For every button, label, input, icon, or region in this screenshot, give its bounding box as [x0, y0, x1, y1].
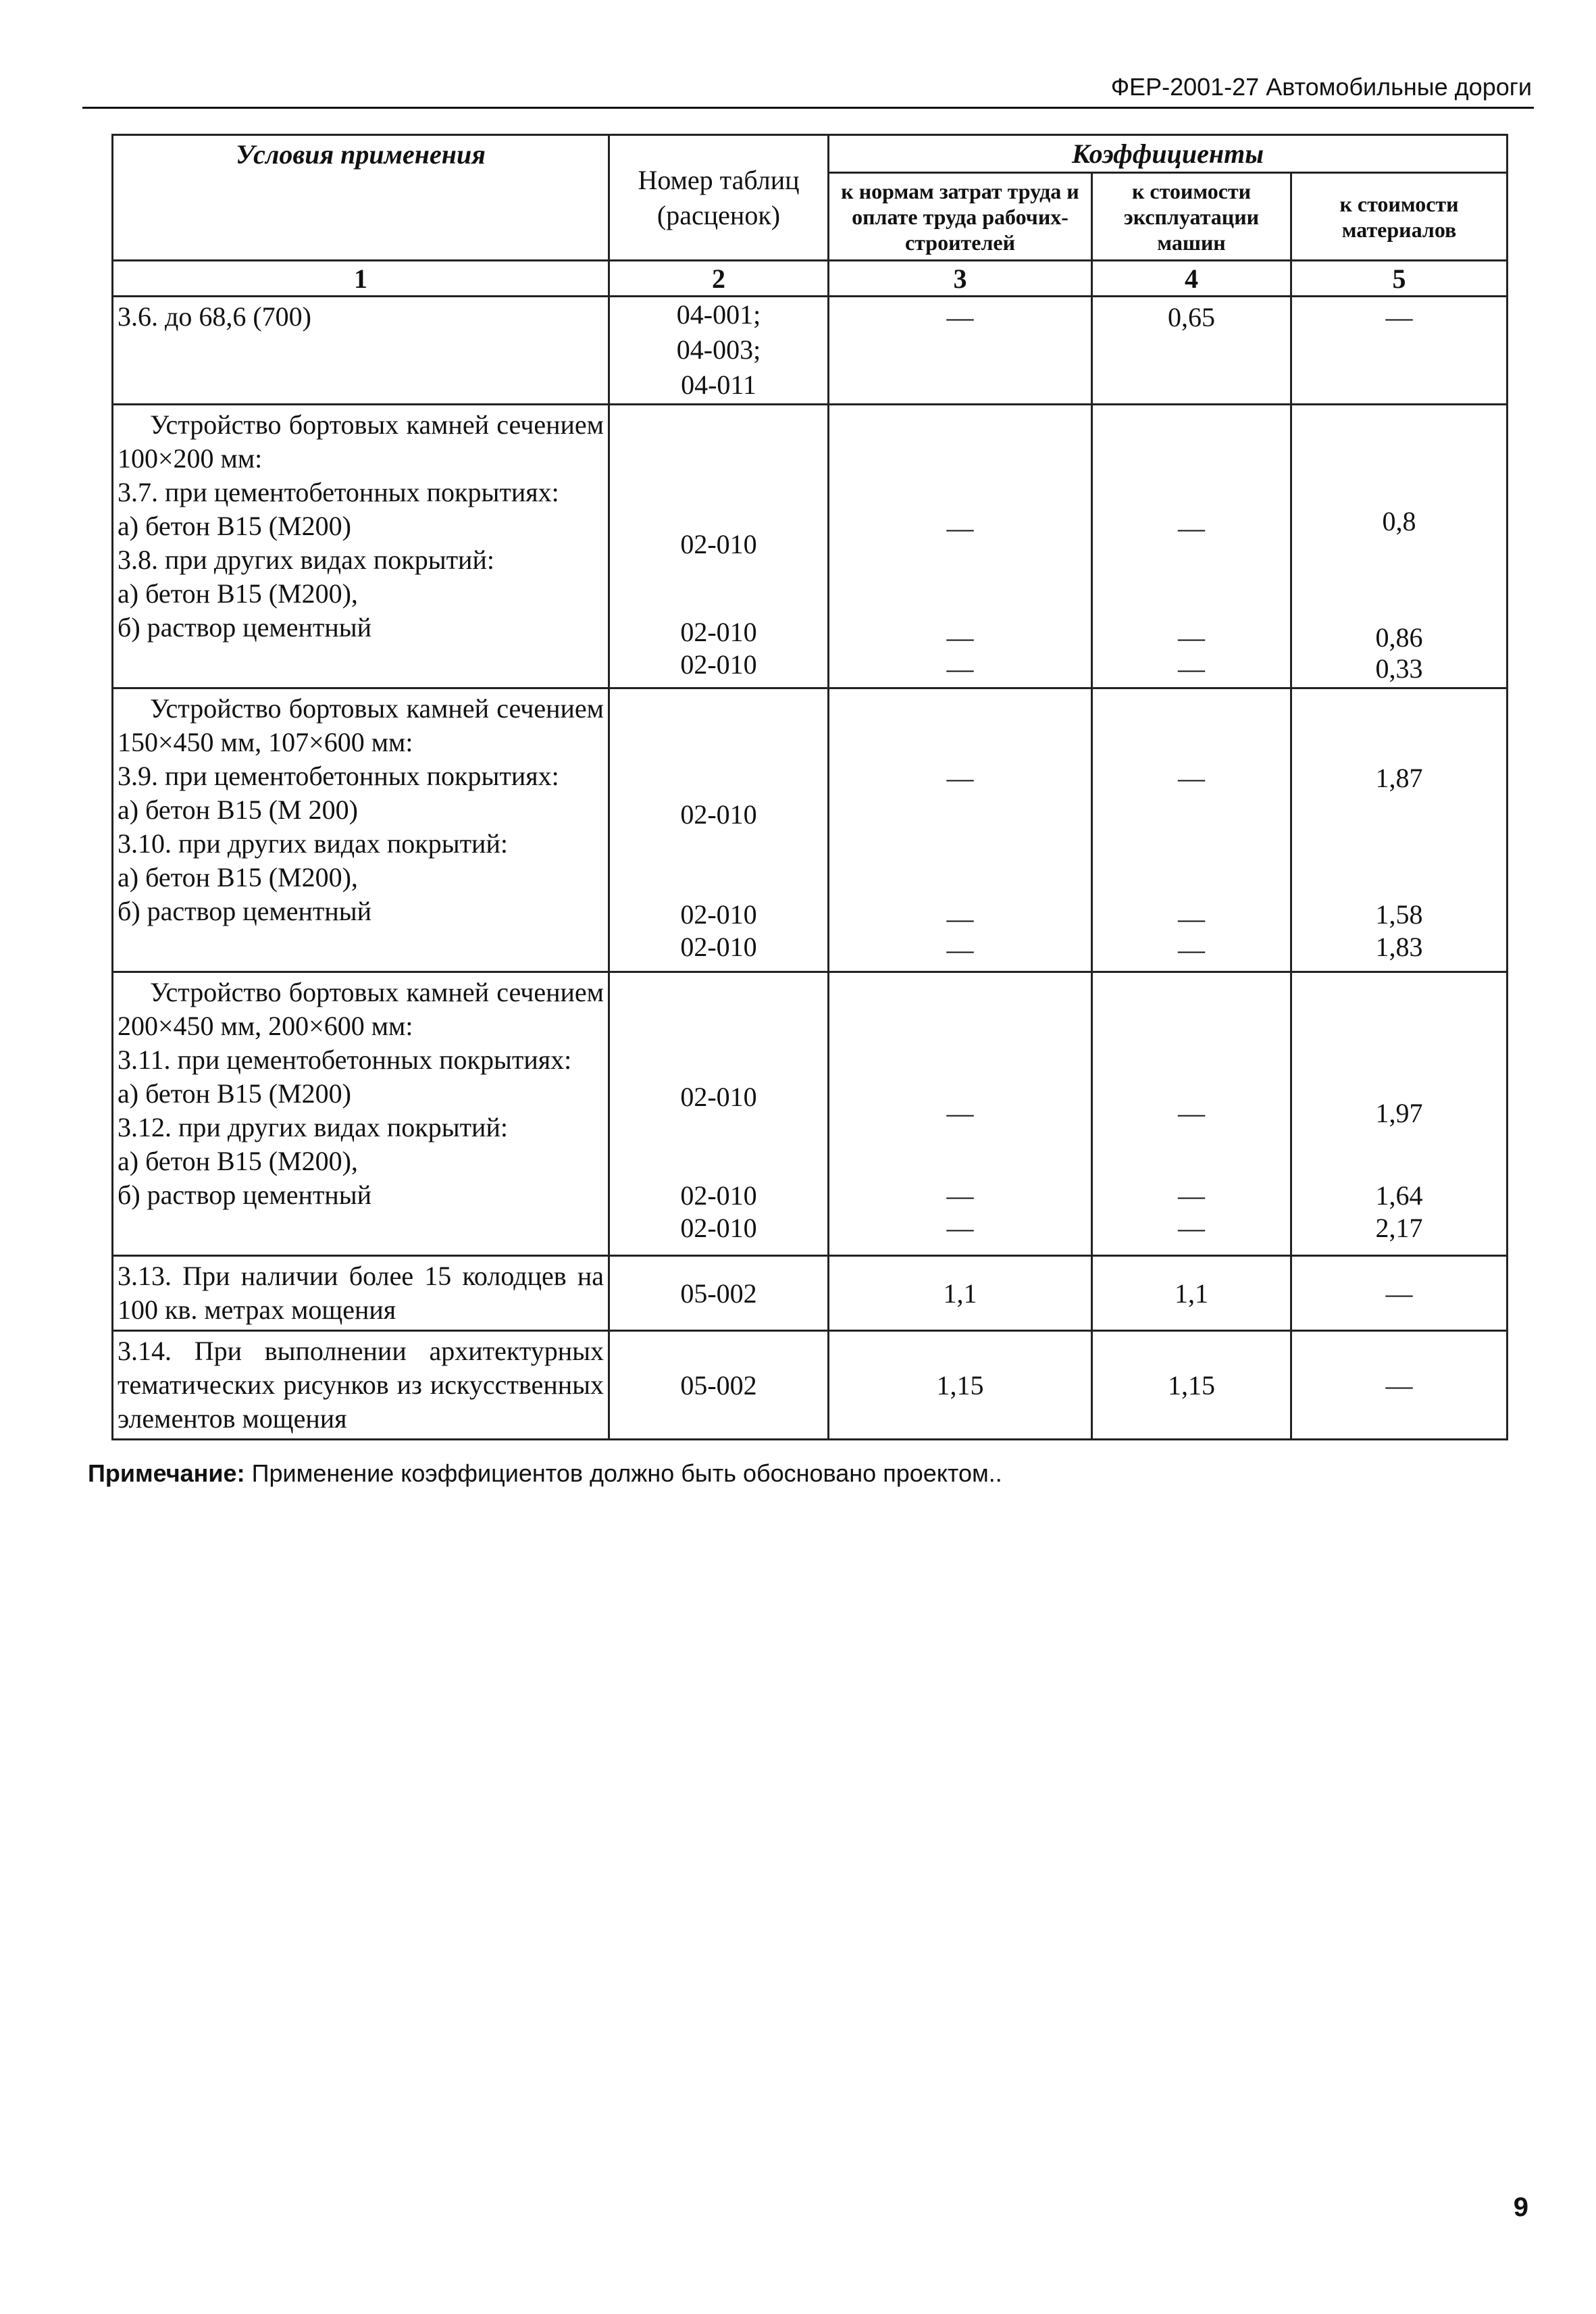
- condition-line: а) бетон B15 (М 200): [118, 795, 358, 825]
- header-coefficients: Коэффициенты: [829, 135, 1508, 173]
- materials-value: 1,87: [1375, 763, 1423, 793]
- materials-value: 2,17: [1375, 1213, 1423, 1243]
- labor-value: —: [946, 653, 974, 684]
- table-number: 02-010: [680, 932, 757, 962]
- machines-value: —: [1178, 1180, 1205, 1211]
- materials-cell: —: [1291, 1256, 1508, 1331]
- header-rule: [82, 107, 1534, 109]
- condition-line: б) раствор цементный: [118, 1180, 372, 1210]
- table-number: 04-011: [681, 370, 756, 400]
- materials-cell: [1291, 688, 1508, 972]
- materials-value: 0,8: [1382, 506, 1416, 536]
- machines-value: —: [1178, 513, 1205, 543]
- machines-cell: [1092, 405, 1291, 688]
- header-table-number: Номер таблиц (расценок): [609, 135, 829, 261]
- condition-line: 3.9. при цементобетонных покрытиях:: [118, 761, 559, 791]
- materials-cell: —: [1291, 297, 1508, 405]
- condition-line: 3.10. при других видах покрытий:: [118, 828, 508, 859]
- materials-cell: [1291, 972, 1508, 1256]
- coefficients-table: [111, 134, 1508, 1440]
- condition-line: б) раствор цементный: [118, 896, 372, 926]
- condition-cell: [113, 972, 609, 1256]
- column-number: 5: [1291, 261, 1508, 297]
- labor-value: —: [946, 763, 974, 793]
- table-number: 02-010: [680, 1213, 757, 1243]
- table-number: 02-010: [680, 1082, 757, 1112]
- condition-line: а) бетон B15 (М200),: [118, 578, 358, 609]
- labor-value: —: [946, 513, 974, 543]
- condition-line: 3.8. при других видах покрытий:: [118, 545, 494, 575]
- footnote-label: Примечание:: [88, 1459, 245, 1487]
- materials-cell: [1291, 405, 1508, 688]
- materials-value: 1,83: [1375, 932, 1423, 962]
- condition-line: Устройство бортовых камней сечением 200×450 мм, 200×600 мм:: [118, 977, 604, 1041]
- condition-line: а) бетон B15 (М200): [118, 511, 351, 541]
- labor-cell: 1,15: [829, 1331, 1092, 1440]
- column-number: 1: [113, 261, 609, 297]
- table-number: 02-010: [680, 799, 757, 830]
- condition-line: а) бетон B15 (М200),: [118, 1146, 358, 1176]
- labor-cell: [829, 972, 1092, 1256]
- machines-value: —: [1178, 653, 1205, 684]
- labor-cell: —: [829, 297, 1092, 405]
- page-number: 9: [1513, 2192, 1528, 2222]
- condition-line: 3.7. при цементобетонных покрытиях:: [118, 477, 559, 507]
- table-number: 02-010: [680, 899, 757, 930]
- header-conditions: Условия применения: [113, 135, 609, 261]
- table-number: 04-003;: [676, 334, 761, 365]
- materials-value: 1,97: [1375, 1098, 1423, 1128]
- condition-line: а) бетон B15 (М200),: [118, 862, 358, 892]
- table-row: [113, 297, 1508, 405]
- materials-value: 0,86: [1375, 622, 1423, 653]
- column-numbers-row: [113, 261, 1508, 297]
- condition-cell: 3.6. до 68,6 (700): [113, 297, 609, 405]
- column-number: 4: [1092, 261, 1291, 297]
- machines-cell: 0,65: [1092, 297, 1291, 405]
- labor-value: —: [946, 1098, 974, 1128]
- condition-line: 3.12. при других видах покрытий:: [118, 1112, 508, 1142]
- machines-value: —: [1178, 622, 1205, 653]
- labor-value: —: [946, 622, 974, 653]
- condition-cell: [113, 688, 609, 972]
- table-number-cell: [609, 405, 829, 688]
- materials-cell: —: [1291, 1331, 1508, 1440]
- condition-line: б) раствор цементный: [118, 612, 372, 643]
- machines-value: —: [1178, 903, 1205, 934]
- materials-value: 1,64: [1375, 1180, 1423, 1211]
- table-number: 04-001;: [676, 299, 761, 330]
- labor-value: —: [946, 1180, 974, 1211]
- footnote: [88, 1459, 1002, 1488]
- table-number: 02-010: [680, 529, 757, 559]
- table-number-cell: 05-002: [609, 1331, 829, 1440]
- condition-line: 3.11. при цементобетонных покрытиях:: [118, 1045, 572, 1075]
- condition-cell: 3.13. При наличии более 15 колодцев на 100 кв. метрах мощения: [113, 1256, 609, 1331]
- machines-cell: 1,1: [1092, 1256, 1291, 1331]
- table-row: [113, 1331, 1508, 1440]
- table-row: [113, 405, 1508, 688]
- running-header: ФЕР-2001-27 Автомобильные дороги: [1110, 73, 1532, 101]
- labor-cell: 1,1: [829, 1256, 1092, 1331]
- labor-value: —: [946, 1213, 974, 1243]
- column-number: 2: [609, 261, 829, 297]
- labor-value: —: [946, 934, 974, 965]
- machines-value: —: [1178, 1213, 1205, 1243]
- table-number: 02-010: [680, 617, 757, 647]
- column-number: 3: [829, 261, 1092, 297]
- condition-line: а) бетон B15 (М200): [118, 1078, 351, 1109]
- condition-line: Устройство бортовых камней сечением 100×200 мм:: [118, 409, 604, 474]
- materials-value: 0,33: [1375, 653, 1423, 684]
- machines-value: —: [1178, 763, 1205, 793]
- table-row: [113, 688, 1508, 972]
- machines-cell: [1092, 972, 1291, 1256]
- machines-cell: 1,15: [1092, 1331, 1291, 1440]
- condition-cell: [113, 405, 609, 688]
- table-number-cell: [609, 972, 829, 1256]
- materials-value: 1,58: [1375, 899, 1423, 930]
- header-labor: к нормам затрат труда и оплате труда рабочих-строителей: [829, 173, 1092, 261]
- machines-cell: [1092, 688, 1291, 972]
- labor-cell: [829, 688, 1092, 972]
- labor-value: —: [946, 903, 974, 934]
- footnote-text: Применение коэффициентов должно быть обосновано проектом..: [244, 1459, 1002, 1487]
- machines-value: —: [1178, 1098, 1205, 1128]
- machines-value: —: [1178, 934, 1205, 965]
- header-materials: к стоимости материалов: [1291, 173, 1508, 261]
- labor-cell: [829, 405, 1092, 688]
- table-number: 02-010: [680, 649, 757, 680]
- table-number: 02-010: [680, 1180, 757, 1211]
- table-number-cell: [609, 297, 829, 405]
- table-number-cell: 05-002: [609, 1256, 829, 1331]
- table-row: [113, 972, 1508, 1256]
- condition-line: Устройство бортовых камней сечением 150×450 мм, 107×600 мм:: [118, 693, 604, 757]
- table-number-cell: [609, 688, 829, 972]
- table-row: [113, 1256, 1508, 1331]
- header-machines: к стоимости эксплуатации машин: [1092, 173, 1291, 261]
- condition-cell: 3.14. При выполнении архитектурных тематических рисунков из искусственных элементов мощения: [113, 1331, 609, 1440]
